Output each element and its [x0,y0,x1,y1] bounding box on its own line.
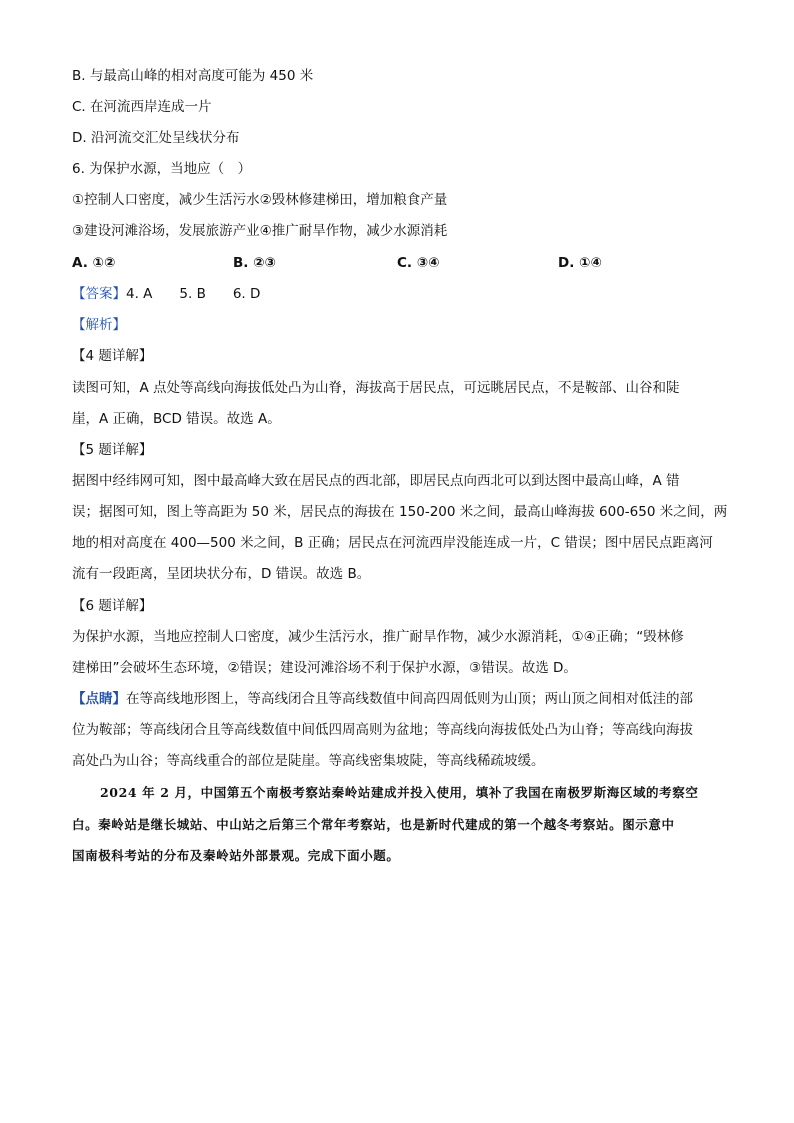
tip-line: 高处凸为山谷；等高线重合的部位是陡崖。等高线密集坡陡，等高线稀疏坡缓。 [72,753,545,769]
option-5b: B. 与最高山峰的相对高度可能为 450 米 [72,68,314,84]
detail-5-line: 地的相对高度在 400—500 米之间，B 正确；居民点在河流西岸没能连成一片，C 错误；图中居民点距离河 [72,535,713,551]
answer-line [72,283,724,305]
tip-line: 位为鞍部；等高线闭合且等高线数值中间低四周高则为盆地；等高线向海拔低处凸为山脊；等高线向海拔 [72,722,693,738]
choice-c: C. ③④ [397,255,440,271]
detail-4-line: 崖，A 正确，BCD 错误。故选 A。 [72,411,281,427]
analysis-line [72,314,724,336]
choice-b: B. ②③ [233,255,276,271]
option-5d: D. 沿河流交汇处呈线状分布 [72,130,240,146]
answer-text: 4. A 5. B 6. D [126,286,261,302]
question-6-stem: 6. 为保护水源，当地应（ ） [72,161,252,177]
tip-line [72,688,724,710]
detail-4-line: 读图可知，A 点处等高线向海拔低处凸为山脊，海拔高于居民点，可远眺居民点，不是鞍部、山谷和陡 [72,380,680,396]
detail-5-line: 据图中经纬网可知，图中最高峰大致在居民点的西北部，即居民点向西北可以到达图中最高山峰，A 错 [72,473,680,489]
analysis-label: 【解析】 [72,317,126,333]
question-6-choices [72,252,724,274]
question-6-items-line1: ①控制人口密度，减少生活污水②毁林修建梯田，增加粮食产量 [72,192,448,208]
detail-5-heading: 【5 题详解】 [72,442,153,458]
detail-6-line: 为保护水源，当地应控制人口密度，减少生活污水，推广耐旱作物，减少水源消耗，①④正确；“毁林修 [72,629,684,645]
material-paragraph-line: 国南极科考站的分布及秦岭站外部景观。完成下面小题。 [72,848,400,863]
answer-label: 【答案】 [72,286,126,302]
choice-d: D. ①④ [558,255,602,271]
tip-text: 在等高线地形图上，等高线闭合且等高线数值中间高四周低则为山顶；两山顶之间相对低洼的部 [126,691,693,707]
material-paragraph-line: 2024 年 2 月，中国第五个南极考察站秦岭站建成并投入使用，填补了我国在南极罗斯海区域的考察空 [100,785,699,800]
material-paragraph-line: 白。秦岭站是继长城站、中山站之后第三个常年考察站，也是新时代建成的第一个越冬考察站。图示意中 [72,817,675,832]
detail-5-line: 误；据图可知，图上等高距为 50 米，居民点的海拔在 150-200 米之间，最高山峰海拔 600-650 米之间，两 [72,504,728,520]
option-5c: C. 在河流西岸连成一片 [72,99,212,115]
detail-6-heading: 【6 题详解】 [72,598,153,614]
tip-label: 【点睛】 [72,691,126,707]
detail-4-heading: 【4 题详解】 [72,348,153,364]
question-6-items-line2: ③建设河滩浴场，发展旅游产业④推广耐旱作物，减少水源消耗 [72,223,448,239]
detail-5-line: 流有一段距离，呈团块状分布，D 错误。故选 B。 [72,566,371,582]
choice-a: A. ①② [72,255,116,271]
detail-6-line: 建梯田”会破坏生态环境，②错误；建设河滩浴场不利于保护水源，③错误。故选 D。 [72,660,577,676]
